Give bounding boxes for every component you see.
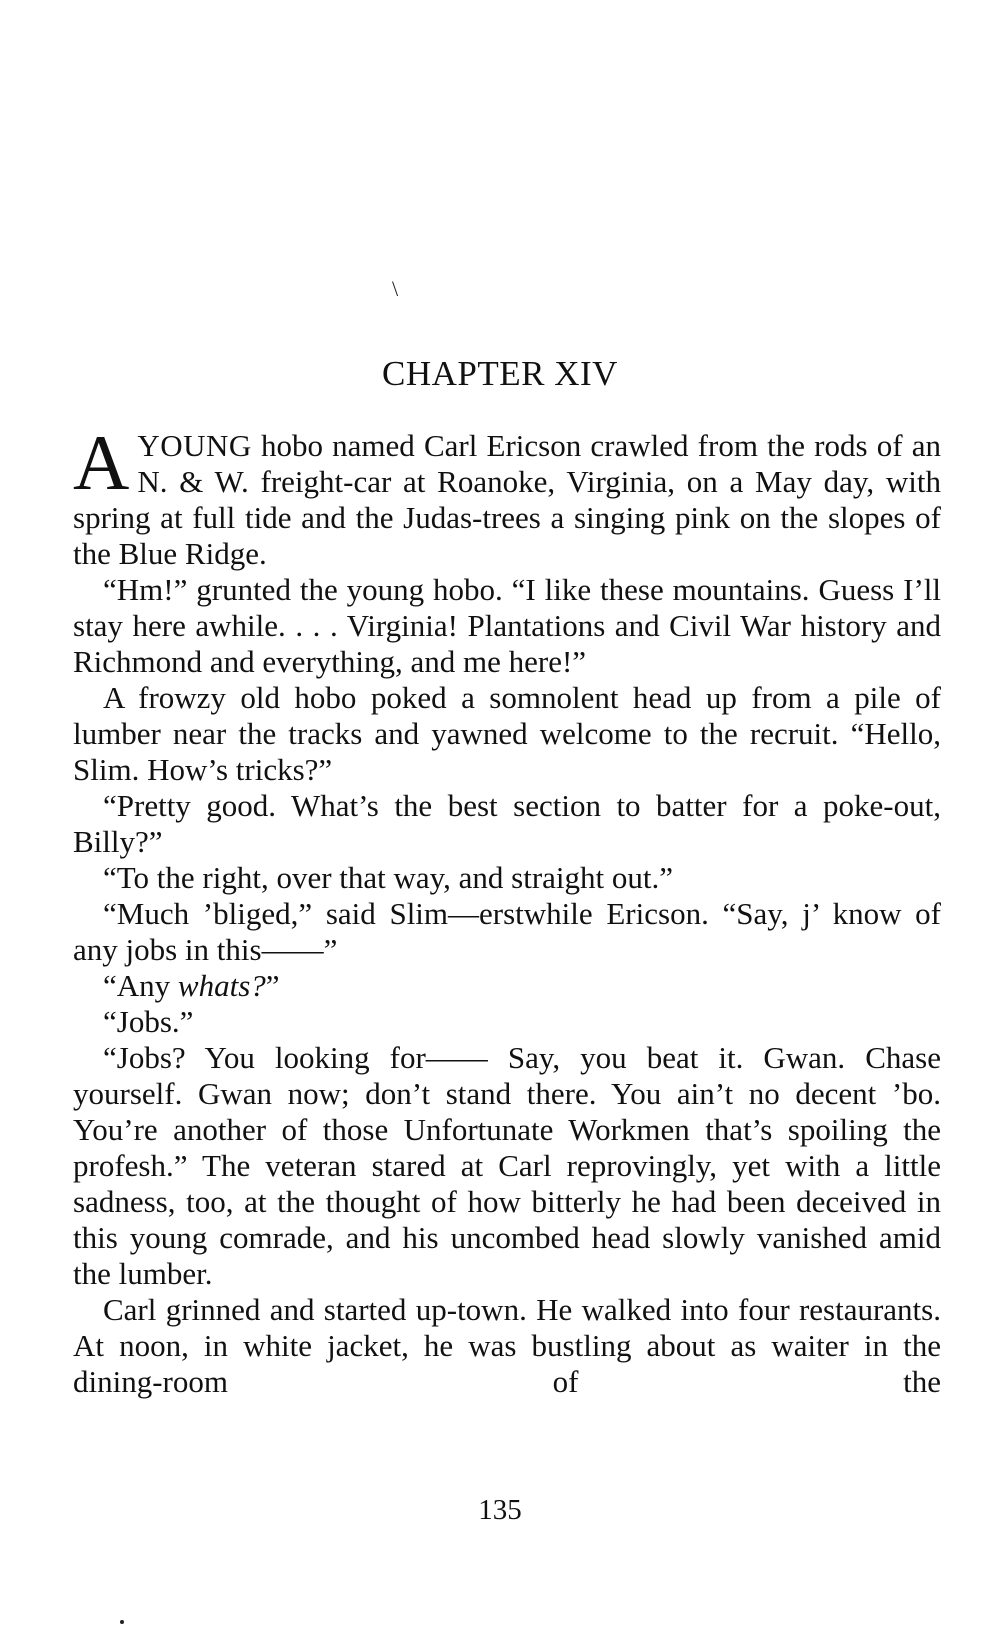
paragraph-6: “Much ’bliged,” said Slim—erstwhile Ericson. “Say, j’ know of any jobs in this——”: [73, 896, 941, 967]
paragraph-10: Carl grinned and started up-town. He walked into four restaurants. At noon, in white jacket, he was bustling about as waiter in the dining-room of the: [73, 1292, 941, 1399]
stray-dot: [120, 1620, 124, 1624]
paragraph-7-italic: whats?: [177, 968, 266, 1003]
paragraph-7-before: “Any: [103, 968, 178, 1003]
paragraph-8: “Jobs.”: [103, 1004, 194, 1039]
page-number: 135: [478, 1494, 522, 1526]
paragraph-7: [73, 968, 941, 1004]
lead-in: YOUNG: [137, 428, 252, 463]
chapter-title: CHAPTER XIV: [382, 354, 618, 393]
paragraph-1: [73, 419, 941, 572]
paragraph-7-after: ”: [265, 968, 280, 1003]
paragraph-9: “Jobs? You looking for—— Say, you beat it. Gwan. Chase yourself. Gwan now; don’t stand there. You ain’t no decent ’bo. You’re another of those Unfortunate Workmen that’s spoiling the profesh.” The veteran stared at Carl reprovingly, yet with a little sadness, too, at the thought of how bitterly he had been deceived in this young comrade, and his uncombed head slowly vanished amid the lumber.: [73, 1040, 941, 1291]
stray-mark: \: [392, 276, 399, 301]
paragraph-2: “Hm!” grunted the young hobo. “I like these mountains. Guess I’ll stay here awhile. . . . Virginia! Plantations and Civil War history and Richmond and everything, and me here!”: [73, 572, 941, 679]
paragraph-1-text: hobo named Carl Ericson crawled from the rods of an N. & W. freight-car at Roanoke, Virginia, on a May day, with spring at full tide and the Judas-trees a singing pink on the slopes of the Blue Ridge.: [73, 428, 941, 571]
paragraph-5: “To the right, over that way, and straight out.”: [103, 860, 674, 895]
paragraph-3: A frowzy old hobo poked a somnolent head up from a pile of lumber near the tracks and yawned welcome to the recruit. “Hello, Slim. How’s tricks?”: [73, 680, 941, 787]
body-text: [73, 419, 941, 1400]
paragraph-4: “Pretty good. What’s the best section to batter for a poke-out, Billy?”: [73, 788, 941, 859]
drop-cap: A: [73, 419, 130, 506]
